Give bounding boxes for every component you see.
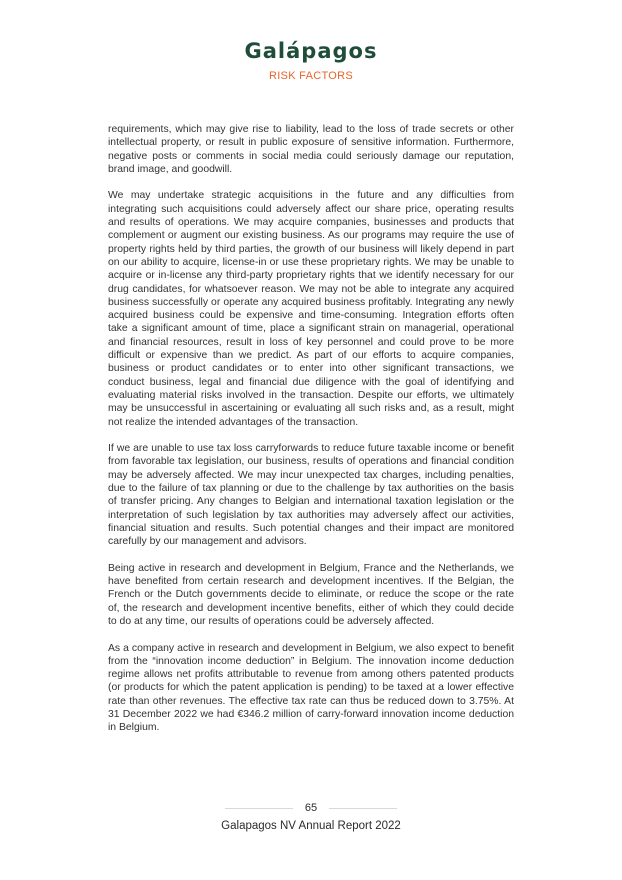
document-body [108,123,514,748]
paragraph: requirements, which may give rise to liability, lead to the loss of trade secrets or other intellectual property, or result in public exposure of sensitive information. Furthermore, negative posts or comments in social media could seriously damage our reputation, brand image, and goodwill. [108,124,514,175]
paragraph: Being active in research and development in Belgium, France and the Netherlands, we have benefited from certain research and development incentives. If the Belgian, the French or the Dutch governments decide to eliminate, or reduce the scope or the rate of, the research and development incentive benefits, either of which they could decide to do at any time, our results of operations could be adversely affected. [108,562,514,627]
paragraph: As a company active in research and development in Belgium, we also expect to benefit from the “innovation income deduction” in Belgium. The innovation income deduction regime allows net profits attributable to revenue from among others patented products (or products for which the patent application is pending) to be taxed at a lower effective rate than other revenues. The effective tax rate can thus be reduced down to 3.75%. At 31 December 2022 we had €346.2 million of carry-forward innovation income deduction in Belgium. [108,642,514,734]
logo-text: Galápagos [244,39,378,63]
report-title: Galapagos NV Annual Report 2022 [221,820,401,832]
page-number-row [0,802,622,814]
footer-divider-right [329,808,397,809]
page-header [0,38,622,82]
page-footer [0,802,622,832]
paragraph: We may undertake strategic acquisitions in the future and any difficulties from integrating such acquisitions could adversely affect our share price, operating results and results of operations. We may acquire companies, businesses and products that complement or augment our existing business. As our programs may require the use of property rights held by third parties, the growth of our business will likely depend in part on our ability to acquire, license-in or use these proprietary rights. We may be unable to acquire or in-license any third-party proprietary rights that we identify necessary for our drug candidates, for whatsoever reason. We may not be able to integrate any acquired business successfully or operate any acquired business profitably. Integrating any newly acquired business could be expensive and time-consuming. Integration efforts often take a significant amount of time, place a significant strain on managerial, operational and financial resources, result in loss of key personnel and could prove to be more difficult or expensive than we predict. As part of our efforts to acquire companies, business or product candidates or to enter into other significant transactions, we conduct business, legal and financial due diligence with the goal of identifying and evaluating material risks involved in the transaction. Despite our efforts, we ultimately may be unsuccessful in ascertaining or evaluating all such risks and, as a result, might not realize the intended advantages of the transaction. [108,190,514,428]
footer-divider-left [225,808,293,809]
paragraph: If we are unable to use tax loss carryforwards to reduce future taxable income or benefit from favorable tax legislation, our business, results of operations and financial condition may be adversely affected. We may incur unexpected tax charges, including penalties, due to the failure of tax planning or due to the challenge by tax authorities on the basis of transfer pricing. Any changes to Belgian and international taxation legislation or the interpretation of such legislation by tax authorities may adversely affect our activities, financial situation and results. Such potential changes and their impact are monitored carefully by our management and advisors. [108,443,514,548]
section-title: RISK FACTORS [268,70,354,82]
galapagos-logo [245,38,378,64]
page-number: 65 [304,802,318,814]
